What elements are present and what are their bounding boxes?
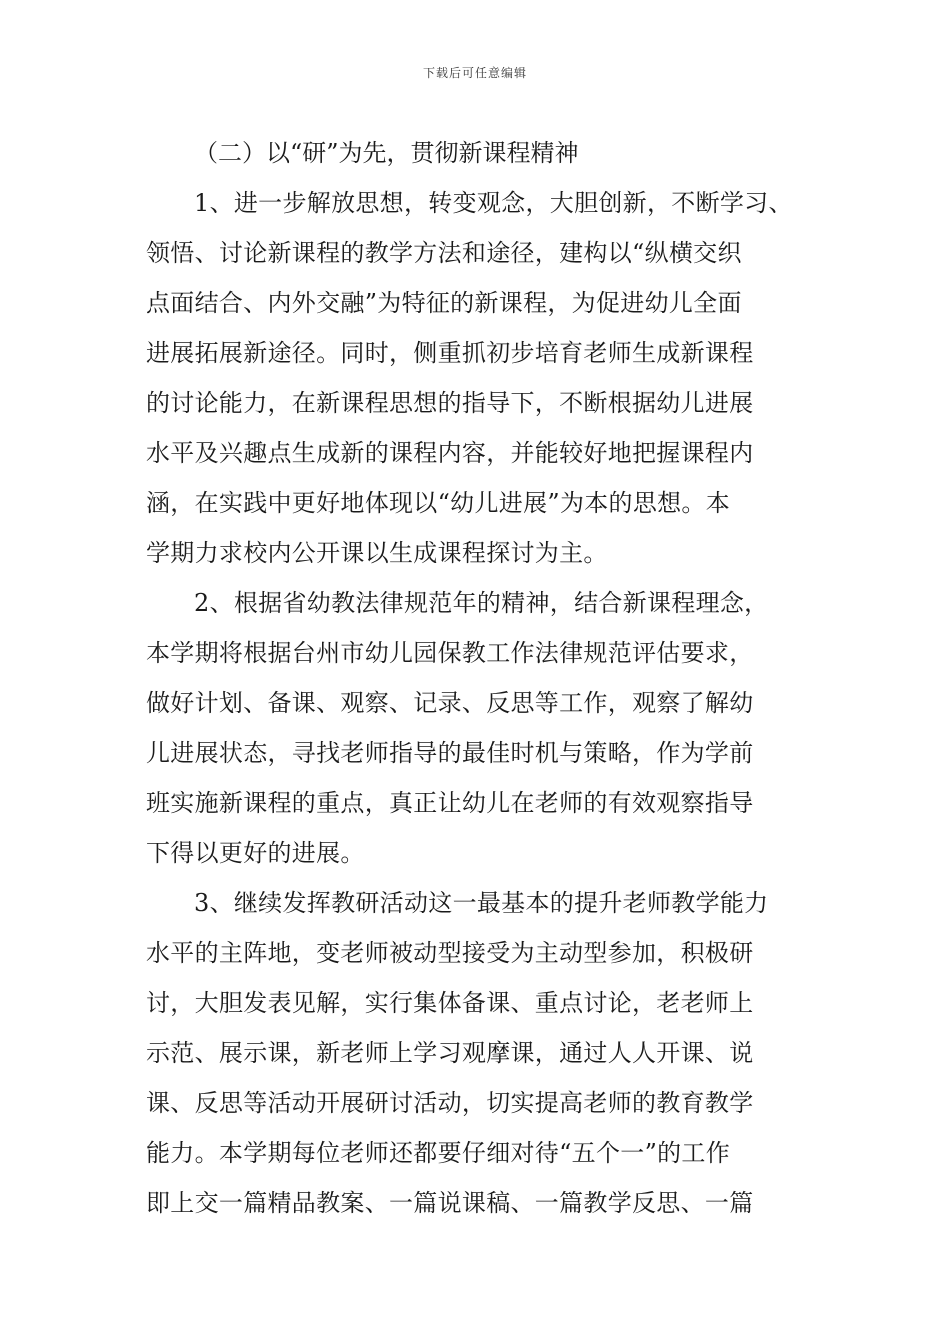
paragraph-2 (146, 578, 814, 878)
paragraph-line: 水平的主阵地，变老师被动型接受为主动型参加，积极研 (146, 939, 754, 967)
paragraph-line: 学期力求校内公开课以生成课程探讨为主。 (146, 539, 608, 567)
paragraph-line: 水平及兴趣点生成新的课程内容，并能较好地把握课程内 (146, 439, 754, 467)
paragraph-line: 讨，大胆发表见解，实行集体备课、重点讨论，老老师上 (146, 989, 754, 1017)
paragraph-1 (146, 178, 814, 578)
paragraph-line: 本学期将根据台州市幼儿园保教工作法律规范评估要求， (146, 639, 754, 667)
paragraph-line: 班实施新课程的重点，真正让幼儿在老师的有效观察指导 (146, 789, 754, 817)
paragraph-line: 涵，在实践中更好地体现以“幼儿进展”为本的思想。本 (146, 489, 731, 517)
paragraph-line: 下得以更好的进展。 (146, 839, 365, 867)
paragraph-line: 的讨论能力，在新课程思想的指导下，不断根据幼儿进展 (146, 389, 754, 417)
paragraph-line: 即上交一篇精品教案、一篇说课稿、一篇教学反思、一篇 (146, 1189, 754, 1217)
paragraph-line: 2、根据省幼教法律规范年的精神，结合新课程理念， (194, 589, 769, 617)
paragraph-line: 做好计划、备课、观察、记录、反思等工作，观察了解幼 (146, 689, 754, 717)
paragraph-line: 3、继续发挥教研活动这一最基本的提升老师教学能力 (194, 889, 769, 917)
paragraph-line: 儿进展状态，寻找老师指导的最佳时机与策略，作为学前 (146, 739, 754, 767)
paragraph-line: 能力。本学期每位老师还都要仔细对待“五个一”的工作 (146, 1139, 731, 1167)
paragraph-3 (146, 878, 814, 1228)
paragraph-line: 1、进一步解放思想，转变观念，大胆创新，不断学习、 (194, 189, 793, 217)
paragraph-line: 点面结合、内外交融”为特征的新课程，为促进幼儿全面 (146, 289, 742, 317)
paragraph-line: 示范、展示课，新老师上学习观摩课，通过人人开课、说 (146, 1039, 754, 1067)
section-heading: （二）以“研”为先，贯彻新课程精神 (194, 139, 579, 167)
paragraph-line: 课、反思等活动开展研讨活动，切实提高老师的教育教学 (146, 1089, 754, 1117)
paragraph-line: 领悟、讨论新课程的教学方法和途径，建构以“纵横交织 (146, 239, 742, 267)
page-header: 下载后可任意编辑 (422, 66, 527, 80)
document-body (146, 128, 814, 1228)
paragraph-line: 进展拓展新途径。同时，侧重抓初步培育老师生成新课程 (146, 339, 754, 367)
